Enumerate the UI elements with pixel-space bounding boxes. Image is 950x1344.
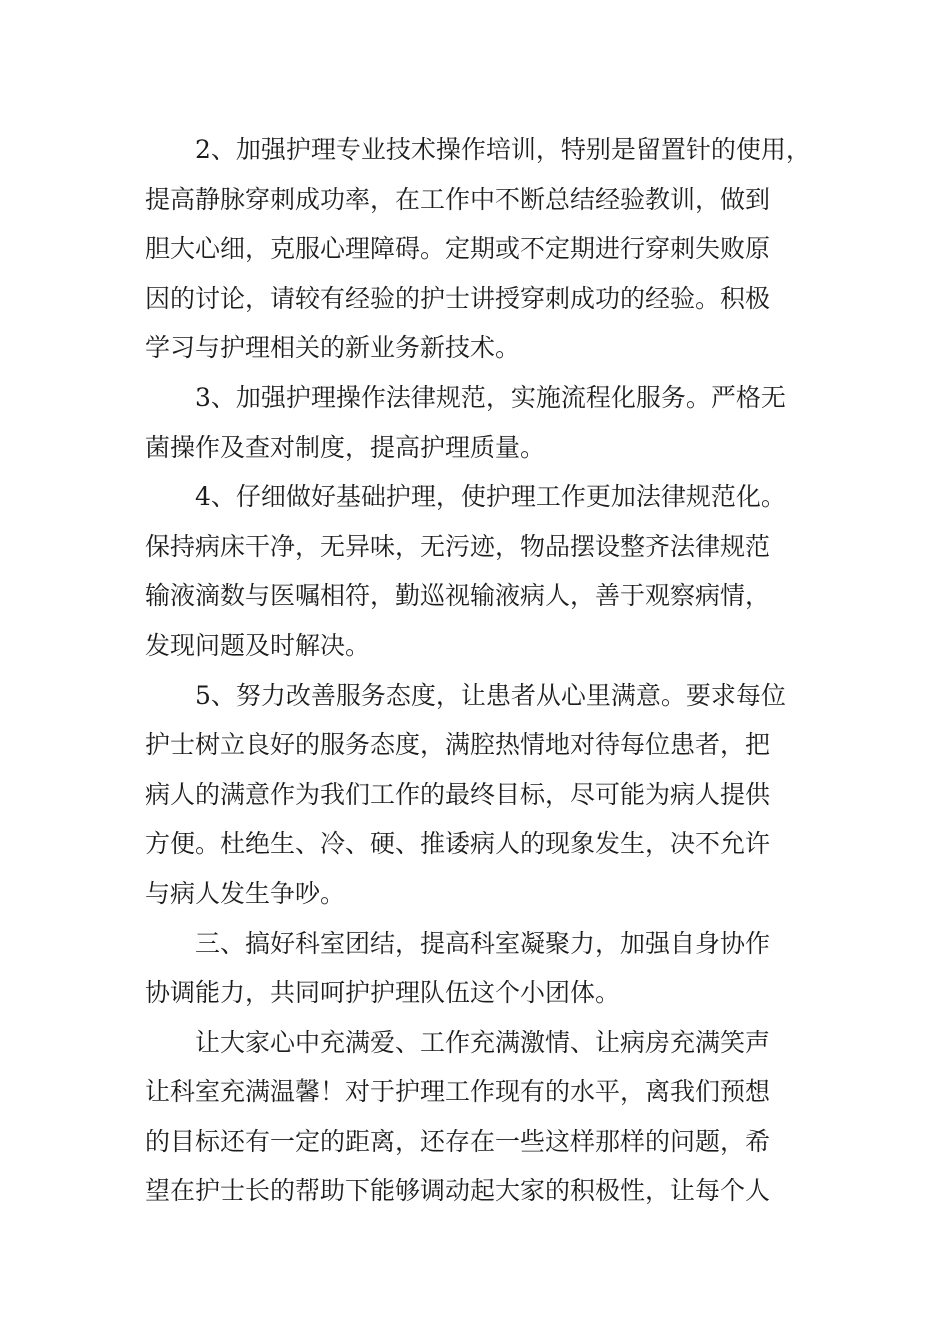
closing-paragraph-line-1: 让大家心中充满爱、工作充满激情、让病房充满笑声: [195, 1027, 771, 1057]
paragraph-5-line-3: 病人的满意作为我们工作的最终目标，尽可能为病人提供: [145, 779, 771, 809]
paragraph-2-line-2: 提高静脉穿刺成功率，在工作中不断总结经验教训，做到: [145, 184, 771, 214]
paragraph-2-line-4: 因的讨论，请较有经验的护士讲授穿刺成功的经验。积极: [145, 283, 771, 313]
paragraph-5-line-1: 5、努力改善服务态度，让患者从心里满意。要求每位: [195, 680, 786, 710]
closing-paragraph-line-3: 的目标还有一定的距离，还存在一些这样那样的问题，希: [145, 1126, 771, 1156]
paragraph-3-line-1: 3、加强护理操作法律规范，实施流程化服务。严格无: [195, 382, 786, 412]
document-body: [145, 125, 815, 1216]
paragraph-5-line-4: 方便。杜绝生、冷、硬、推诿病人的现象发生，决不允许: [145, 829, 771, 859]
paragraph-2-line-3: 胆大心细，克服心理障碍。定期或不定期进行穿刺失败原: [145, 234, 771, 264]
paragraph-3-line-2: 菌操作及查对制度，提高护理质量。: [145, 432, 546, 462]
paragraph-4-line-4: 发现问题及时解决。: [145, 630, 371, 660]
closing-paragraph-line-2: 让科室充满温馨！对于护理工作现有的水平，离我们预想: [145, 1077, 771, 1107]
paragraph-5-line-5: 与病人发生争吵。: [145, 878, 346, 908]
closing-paragraph-line-4: 望在护士长的帮助下能够调动起大家的积极性，让每个人: [145, 1176, 771, 1206]
paragraph-2-line-1: 2、加强护理专业技术操作培训，特别是留置针的使用，: [195, 135, 811, 164]
paragraph-4-line-1: 4、仔细做好基础护理，使护理工作更加法律规范化。: [195, 482, 786, 512]
section-3-line-2: 协调能力，共同呵护护理队伍这个小团体。: [145, 978, 621, 1008]
section-3-line-1: 三、搞好科室团结，提高科室凝聚力，加强自身协作: [195, 928, 771, 958]
paragraph-2-line-5: 学习与护理相关的新业务新技术。: [145, 333, 521, 363]
paragraph-4-line-3: 输液滴数与医嘱相符，勤巡视输液病人，善于观察病情，: [145, 581, 771, 611]
paragraph-5-line-2: 护士树立良好的服务态度，满腔热情地对待每位患者，把: [145, 730, 771, 760]
paragraph-4-line-2: 保持病床干净，无异味，无污迹，物品摆设整齐法律规范: [145, 531, 771, 561]
